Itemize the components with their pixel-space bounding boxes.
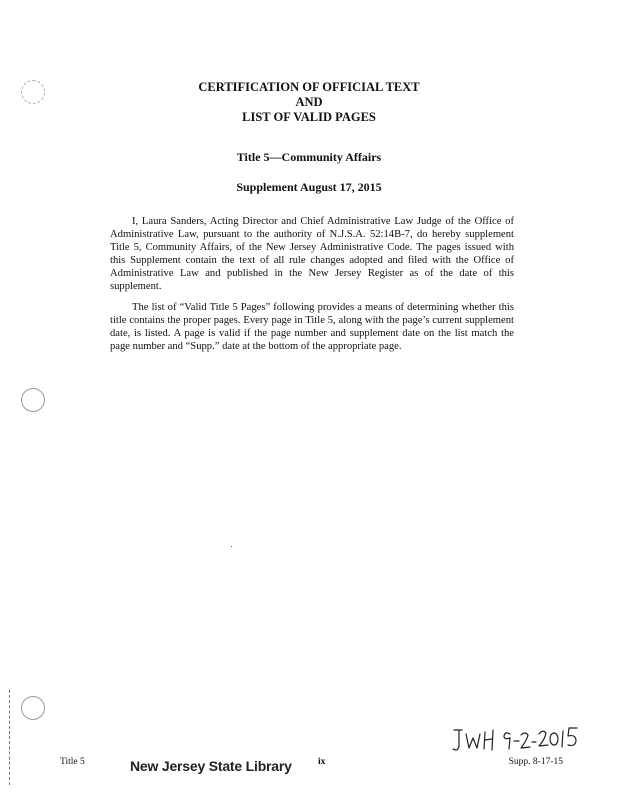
title-heading: Title 5—Community Affairs [236,150,382,164]
supplement-date-heading: Supplement August 17, 2015 [236,180,382,194]
heading-line-2: AND [295,95,323,109]
punch-hole-middle [21,388,45,412]
library-stamp: New Jersey State Library [130,758,292,774]
handwritten-initials-date [448,722,598,756]
footer-title: Title 5 [60,757,85,767]
heading-line-3: LIST OF VALID PAGES [242,110,376,124]
footer-supplement: Supp. 8-17-15 [508,757,563,767]
scan-speck [231,546,232,547]
footer-page-number: ix [318,757,326,767]
body-paragraph-1: I, Laura Sanders, Acting Director and Chief Administrative Law Judge of the Office of Administrative Law, pursuant to the authority of N.J.S.A. 52:14B-7, do hereby supplement Title 5, Community Affairs, of the New Jersey Administrative Code. The pages issued with this Supplement contain the text of all rule changes adopted and filed with the Office of Administrative Law and published in the New Jersey Register as of the date of this supplement. [110,216,514,292]
certification-body [110,215,514,361]
body-paragraph-2: The list of “Valid Title 5 Pages” following provides a means of determining whether this title contains the proper pages. Every page in Title 5, along with the page’s current supplement date, is listed. A page is valid if the page number and supplement date on the list match the page number and “Supp.” date at the bottom of the appropriate page. [110,302,514,352]
heading-line-1: CERTIFICATION OF OFFICIAL TEXT [198,80,420,94]
scan-edge-mark [9,690,10,785]
punch-hole-bottom [21,696,45,720]
certification-heading [0,80,618,125]
